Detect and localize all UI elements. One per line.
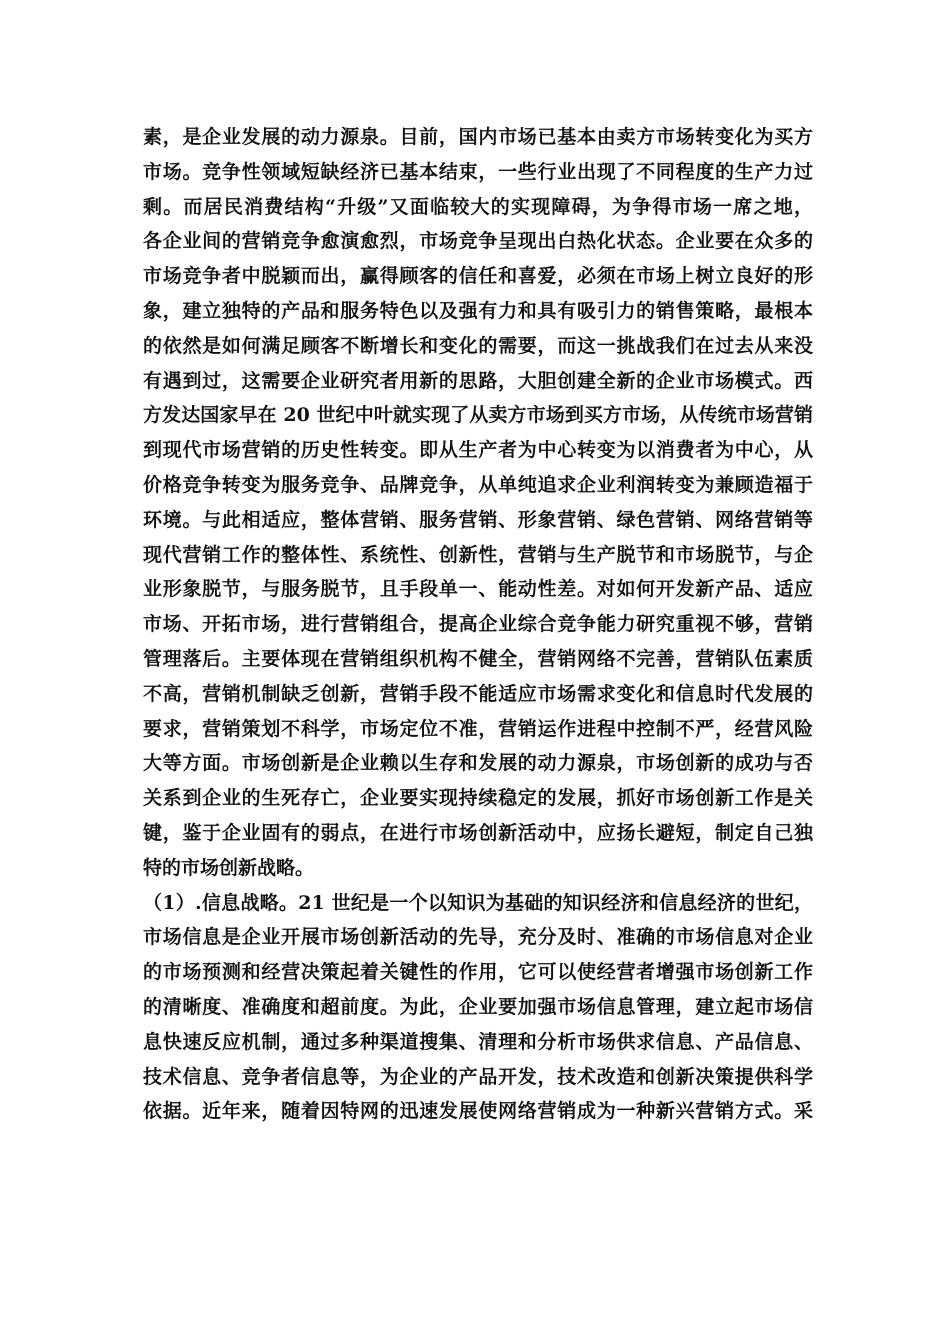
- text-line-11: 价格竞争转变为服务竞争、品牌竞争，从单纯追求企业利润转变为兼顾造福于: [143, 473, 813, 496]
- text-line-20: 关系到企业的生死存亡，企业要实现持续稳定的发展，抓好市场创新工作是关: [143, 787, 813, 810]
- text-line-5: 市场竞争者中脱颖而出，赢得顾客的信任和喜爱，必须在市场上树立良好的形: [143, 265, 813, 288]
- text-line-18: 要求，营销策划不科学，市场定位不准，营销运作进程中控制不严，经营风险: [143, 717, 813, 740]
- text-line-29: 依据。近年来，随着因特网的迅速发展使网络营销成为一种新兴营销方式。采: [143, 1100, 813, 1123]
- text-line-14: 业形象脱节，与服务脱节，且手段单一、能动性差。对如何开发新产品、适应: [143, 578, 813, 601]
- text-line-23: （1）.信息战略。21 世纪是一个以知识为基础的知识经济和信息经济的世纪，: [143, 891, 813, 914]
- text-line-25: 的市场预测和经营决策起着关键性的作用，它可以使经营者增强市场创新工作: [143, 961, 813, 984]
- text-line-16: 管理落后。主要体现在营销组织机构不健全，营销网络不完善，营销队伍素质: [143, 647, 813, 670]
- text-line-9: 方发达国家早在 20 世纪中叶就实现了从卖方市场到买方市场，从传统市场营销: [143, 404, 813, 427]
- text-line-28: 技术信息、竞争者信息等，为企业的产品开发，技术改造和创新决策提供科学: [143, 1065, 813, 1088]
- text-line-3: 剩。而居民消费结构“升级”又面临较大的实现障碍，为争得市场一席之地，: [143, 195, 813, 218]
- body-text: [143, 120, 813, 1129]
- text-line-8: 有遇到过，这需要企业研究者用新的思路，大胆创建全新的企业市场模式。西: [143, 369, 813, 392]
- text-line-24: 市场信息是企业开展市场创新活动的先导，充分及时、准确的市场信息对企业: [143, 926, 813, 949]
- text-line-2: 市场。竞争性领域短缺经济已基本结束，一些行业出现了不同程度的生产力过: [143, 160, 813, 183]
- text-line-12: 环境。与此相适应，整体营销、服务营销、形象营销、绿色营销、网络营销等: [143, 508, 813, 531]
- text-line-21: 键，鉴于企业固有的弱点，在进行市场创新活动中，应扬长避短，制定自己独: [143, 821, 813, 844]
- text-line-19: 大等方面。市场创新是企业赖以生存和发展的动力源泉，市场创新的成功与否: [143, 752, 813, 775]
- text-line-4: 各企业间的营销竞争愈演愈烈，市场竞争呈现出白热化状态。企业要在众多的: [143, 230, 813, 253]
- text-line-27: 息快速反应机制，通过多种渠道搜集、清理和分析市场供求信息、产品信息、: [143, 1030, 813, 1053]
- text-line-13: 现代营销工作的整体性、系统性、创新性，营销与生产脱节和市场脱节，与企: [143, 543, 813, 566]
- text-line-22: 特的市场创新战略。: [143, 856, 315, 879]
- text-line-1: 素，是企业发展的动力源泉。目前，国内市场已基本由卖方市场转变化为买方: [143, 126, 813, 148]
- text-line-26: 的清晰度、准确度和超前度。为此，企业要加强市场信息管理，建立起市场信: [143, 995, 813, 1018]
- text-line-15: 市场、开拓市场，进行营销组合，提高企业综合竞争能力研究重视不够，营销: [143, 613, 813, 636]
- text-line-10: 到现代市场营销的历史性转变。即从生产者为中心转变为以消费者为中心，从: [143, 439, 813, 462]
- text-line-7: 的依然是如何满足顾客不断增长和变化的需要，而这一挑战我们在过去从来没: [143, 334, 813, 357]
- text-line-17: 不高，营销机制缺乏创新，营销手段不能适应市场需求变化和信息时代发展的: [143, 682, 813, 705]
- text-line-6: 象，建立独特的产品和服务特色以及强有力和具有吸引力的销售策略，最根本: [143, 299, 813, 322]
